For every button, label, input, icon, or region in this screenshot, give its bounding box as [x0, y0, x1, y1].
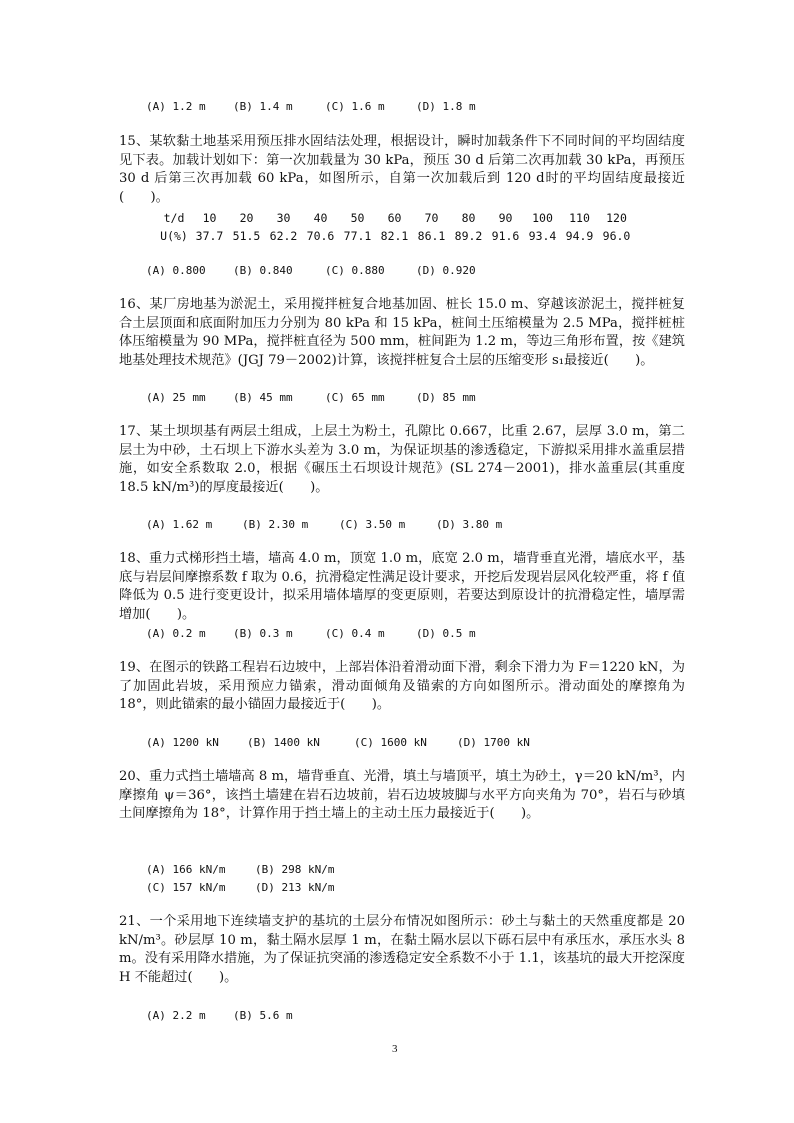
- q19-option-b: (B) 1400 kN: [247, 736, 320, 749]
- table-cell: 96.0: [602, 229, 631, 243]
- table-cell: 110: [569, 211, 590, 225]
- q16-option-b: (B) 45 mm: [233, 391, 293, 404]
- q18-option-b: (B) 0.3 m: [233, 627, 293, 640]
- q16-option-d: (D) 85 mm: [416, 391, 476, 404]
- q19-option-a: (A) 1200 kN: [146, 736, 219, 749]
- q15-table-row-consolidation: [157, 227, 635, 245]
- q18-option-c: (C) 0.4 m: [325, 627, 385, 640]
- q14-option-a: (A) 1.2 m: [146, 100, 206, 113]
- q18-option-a: (A) 0.2 m: [146, 627, 206, 640]
- q20-text: 20、重力式挡土墙墙高 8 m，墙背垂直、光滑，填土与墙顶平，填土为砂土，γ＝20 kN/m³，内摩擦角 ψ＝36°，该挡土墙建在岩石边坡前，岩石边坡坡脚与水平方向夹角为 70°，岩石与砂填土间摩擦角为 18°，计算作用于挡土墙上的主动土压力最接近于( )。: [119, 769, 685, 821]
- table-cell: 77.1: [343, 229, 372, 243]
- table-cell: 20: [239, 211, 254, 225]
- q20-option-b: (B) 298 kN/m: [255, 863, 335, 876]
- q15-table-row-time: [157, 209, 635, 227]
- q20-option-a: (A) 166 kN/m: [146, 863, 226, 876]
- q18-option-d: (D) 0.5 m: [416, 627, 476, 640]
- table-cell: 93.4: [528, 229, 557, 243]
- q19-text: 19、在图示的铁路工程岩石边坡中，上部岩体沿着滑动面下滑，剩余下滑力为 F＝1220 kN，为了加固此岩坡，采用预应力锚索，滑动面倾角及锚索的方向如图所示。滑动面处的摩擦角为 18°，则此锚索的最小锚固力最接近于( )。: [119, 660, 685, 712]
- q16-option-a: (A) 25 mm: [146, 391, 206, 404]
- q15-text: 15、某软黏土地基采用预压排水固结法处理，根据设计，瞬时加载条件下不同时间的平均固结度见下表。加载计划如下：第一次加载量为 30 kPa，预压 30 d 后第二次再加载 30 kPa，再预压 30 d 后第三次再加载 60 kPa，如图所示，自第一次加载后到 120 d时的平均固结度最接近( )。: [119, 134, 685, 205]
- q17-option-b: (B) 2.30 m: [242, 518, 309, 531]
- q19-option-d: (D) 1700 kN: [457, 736, 530, 749]
- q14-option-c: (C) 1.6 m: [325, 100, 385, 113]
- q15-option-b: (B) 0.840: [233, 264, 293, 277]
- q18-text: 18、重力式梯形挡土墙，墙高 4.0 m，顶宽 1.0 m，底宽 2.0 m，墙背垂直光滑，墙底水平，基底与岩层间摩擦系数 f 取为 0.6，抗滑稳定性满足设计要求，开挖后发现岩层风化较严重，将 f 值降低为 0.5 进行变更设计，拟采用墙体墙厚的变更原则，若要达到原设计的抗滑稳定性，墙厚需增加( )。: [119, 551, 686, 622]
- table-cell: 91.6: [491, 229, 520, 243]
- table-cell: 30: [276, 211, 291, 225]
- q15-option-d: (D) 0.920: [416, 264, 476, 277]
- table-cell: 62.2: [269, 229, 298, 243]
- table-cell: 60: [387, 211, 402, 225]
- table-cell: 100: [532, 211, 553, 225]
- table-cell: 10: [202, 211, 217, 225]
- q15-option-a: (A) 0.800: [146, 264, 206, 277]
- q20-option-c: (C) 157 kN/m: [146, 881, 226, 894]
- q14-option-b: (B) 1.4 m: [233, 100, 293, 113]
- q17-option-d: (D) 3.80 m: [436, 518, 503, 531]
- table-cell: 80: [461, 211, 476, 225]
- table-cell: 37.7: [195, 229, 224, 243]
- q21-option-a: (A) 2.2 m: [146, 1009, 206, 1022]
- table-cell: 40: [313, 211, 328, 225]
- table-cell: 89.2: [454, 229, 483, 243]
- q19-option-c: (C) 1600 kN: [354, 736, 427, 749]
- table-cell: 94.9: [565, 229, 594, 243]
- table-cell: 50: [350, 211, 365, 225]
- table-cell: 90: [498, 211, 513, 225]
- q15-option-c: (C) 0.880: [325, 264, 385, 277]
- q20-option-d: (D) 213 kN/m: [255, 881, 335, 894]
- q17-option-a: (A) 1.62 m: [146, 518, 213, 531]
- table-cell: 70: [424, 211, 439, 225]
- q21-text: 21、一个采用地下连续墙支护的基坑的土层分布情况如图所示：砂土与黏土的天然重度都是 20 kN/m³。砂层厚 10 m，黏土隔水层厚 1 m，在黏土隔水层以下砾石层中有承压水，承压水头 8 m。没有采用降水措施，为了保证抗突涌的渗透稳定安全系数不小于 1.1，该基坑的最大开挖深度 H 不能超过( )。: [119, 914, 685, 985]
- q17-text: 17、某土坝坝基有两层土组成，上层土为粉土，孔隙比 0.667，比重 2.67，层厚 3.0 m，第二层土为中砂，土石坝上下游水头差为 3.0 m，为保证坝基的渗透稳定，下游拟采用排水盖重层措施，如安全系数取 2.0，根据《碾压土石坝设计规范》(SL 274－2001)，排水盖重层(其重度 18.5 kN/m³)的厚度最接近( )。: [119, 424, 685, 495]
- table-label: U(%): [160, 229, 188, 243]
- q21-option-b: (B) 5.6 m: [233, 1009, 293, 1022]
- q16-text: 16、某厂房地基为淤泥土，采用搅拌桩复合地基加固、桩长 15.0 m、穿越该淤泥土，搅拌桩复合土层顶面和底面附加压力分别为 80 kPa 和 15 kPa，桩间土压缩模量为 2.5 MPa，搅拌桩桩体压缩模量为 90 MPa，搅拌桩直径为 500 mm，桩间距为 1.2 m，等边三角形布置，按《建筑地基处理技术规范》(JGJ 79－2002)计算，该搅拌桩复合土层的压缩变形 s₁最接近( )。: [119, 297, 685, 368]
- q14-option-d: (D) 1.8 m: [416, 100, 476, 113]
- table-cell: 120: [606, 211, 627, 225]
- q17-option-c: (C) 3.50 m: [339, 518, 406, 531]
- table-cell: 51.5: [232, 229, 261, 243]
- table-cell: 82.1: [380, 229, 409, 243]
- q16-option-c: (C) 65 mm: [325, 391, 385, 404]
- table-cell: 70.6: [306, 229, 335, 243]
- table-label: t/d: [163, 211, 185, 225]
- table-cell: 86.1: [417, 229, 446, 243]
- page-number: 3: [392, 1043, 398, 1055]
